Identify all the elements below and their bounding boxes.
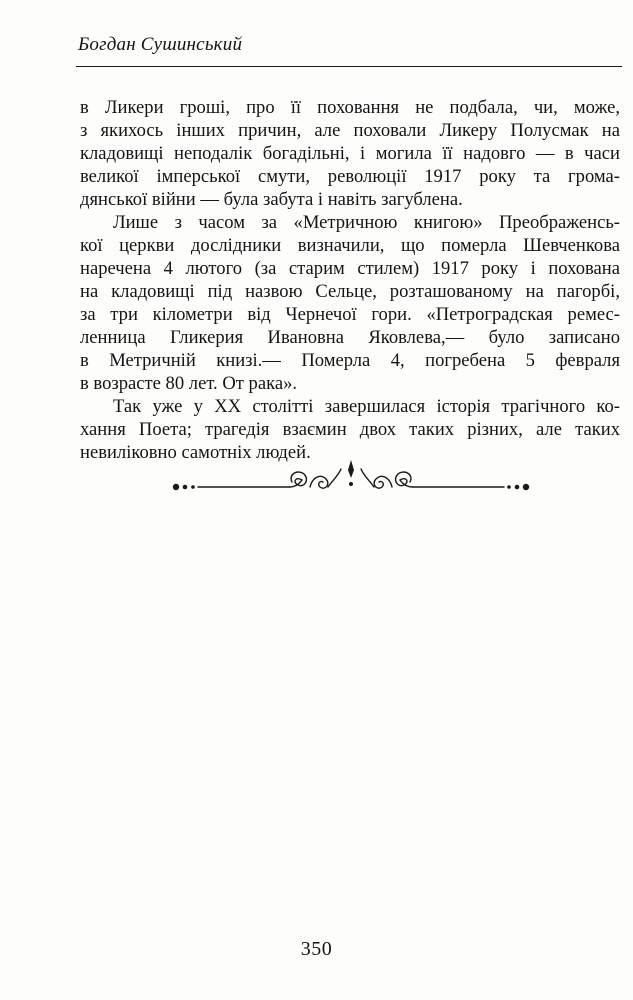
text-line: наречена 4 лютого (за старим стилем) 1917 року і похована xyxy=(80,258,620,279)
text-line: дянської війни — була забута і навіть загублена. xyxy=(80,189,463,210)
paragraph-1 xyxy=(80,96,620,211)
text-line: невиліковно самотніх людей. xyxy=(80,442,311,463)
running-head-author: Богдан Сушинський xyxy=(78,34,243,55)
header-rule xyxy=(76,66,622,67)
text-line: в Метричній книзі.— Померла 4, погребена 5 февраля xyxy=(80,350,620,371)
text-line: хання Поета; трагедія взаємин двох таких різних, але таких xyxy=(80,419,620,440)
text-line: в возрасте 80 лет. От рака». xyxy=(80,373,298,394)
text-line: ленница Гликерия Ивановна Яковлева,— було записано xyxy=(80,327,620,348)
page-number: 350 xyxy=(300,938,333,960)
floral-divider-icon xyxy=(170,456,532,504)
text-line: Так уже у XX столітті завершилася історія трагічного ко- xyxy=(113,396,620,417)
body-text xyxy=(80,96,620,464)
text-line: великої імперської смути, революції 1917 року та грома- xyxy=(80,166,620,187)
paragraph-2 xyxy=(80,211,620,395)
text-line: з якихось інших причин, але поховали Ликеру Полусмак на xyxy=(80,120,620,141)
text-line: кої церкви дослідники визначили, що померла Шевченкова xyxy=(80,235,620,256)
text-line: Лише з часом за «Метричною книгою» Преображенсь- xyxy=(113,212,620,233)
text-line: на кладовищі під назвою Сельце, розташованому на пагорбі, xyxy=(80,281,620,302)
text-line: в Ликери гроші, про її поховання не подбала, чи, може, xyxy=(80,97,620,118)
text-line: кладовищі неподалік богадільні, і могила її надовго — в часи xyxy=(80,143,620,164)
paragraph-3 xyxy=(80,395,620,464)
text-line: за три кілометри від Чернечої гори. «Петроградская ремес- xyxy=(80,304,620,325)
